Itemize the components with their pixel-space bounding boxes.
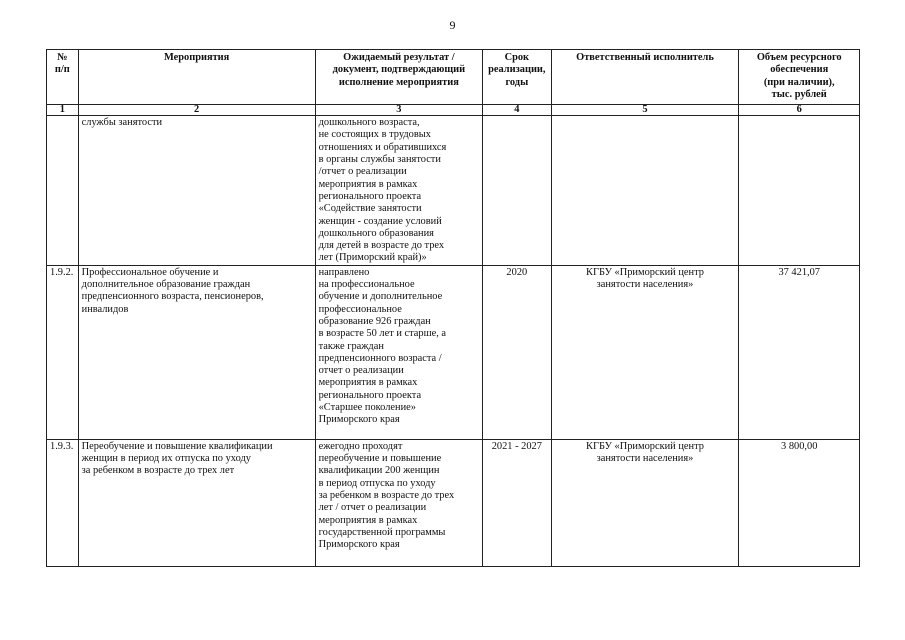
header-executor: Ответственный исполнитель <box>551 50 739 105</box>
row-number: 1.9.2. <box>47 265 79 439</box>
header-number: № п/п <box>47 50 79 105</box>
row-result: дошкольного возраста, не состоящих в трудовых отношениях и обратившихся в органы службы занятости /отчет о реализации мероприятия в рамках регионального проекта «Содействие занятости женщин - создание условий дошкольного образования для детей в возрасте до трех лет (Приморский край)» <box>315 116 483 266</box>
column-number: 5 <box>551 105 739 116</box>
table-header-row <box>47 50 860 105</box>
table-row <box>47 439 860 566</box>
page-number: 9 <box>449 18 456 32</box>
table-row <box>47 265 860 439</box>
row-event: Профессиональное обучение и дополнительное образование граждан предпенсионного возраста, пенсионеров, инвалидов <box>78 265 315 439</box>
row-period: 2021 - 2027 <box>483 439 551 566</box>
action-plan-table <box>46 49 860 567</box>
column-number: 6 <box>739 105 860 116</box>
column-number: 3 <box>315 105 483 116</box>
row-event: службы занятости <box>78 116 315 266</box>
row-period: 2020 <box>483 265 551 439</box>
row-result: направлено на профессиональное обучение и дополнительное профессиональное образование 926 граждан в возрасте 50 лет и старше, а также граждан предпенсионного возраста / отчет о реализации мероприятия в рамках регионального проекта «Старшее поколение» Приморского края <box>315 265 483 439</box>
column-number-row <box>47 105 860 116</box>
header-event: Мероприятия <box>78 50 315 105</box>
table-row <box>47 116 860 266</box>
row-period <box>483 116 551 266</box>
header-period: Срок реализации, годы <box>483 50 551 105</box>
header-funding: Объем ресурсного обеспечения (при наличии), тыс. рублей <box>739 50 860 105</box>
row-executor: КГБУ «Приморский центр занятости населения» <box>551 265 739 439</box>
row-result: ежегодно проходят переобучение и повышение квалификации 200 женщин в период отпуска по уходу за ребенком в возрасте до трех лет / отчет о реализации мероприятия в рамках государственной программы Приморского края <box>315 439 483 566</box>
column-number: 2 <box>78 105 315 116</box>
row-funding: 37 421,07 <box>739 265 860 439</box>
row-number: 1.9.3. <box>47 439 79 566</box>
row-executor: КГБУ «Приморский центр занятости населения» <box>551 439 739 566</box>
row-funding <box>739 116 860 266</box>
column-number: 4 <box>483 105 551 116</box>
header-result: Ожидаемый результат / документ, подтверждающий исполнение мероприятия <box>315 50 483 105</box>
column-number: 1 <box>47 105 79 116</box>
row-executor <box>551 116 739 266</box>
row-funding: 3 800,00 <box>739 439 860 566</box>
row-event: Переобучение и повышение квалификации женщин в период их отпуска по уходу за ребенком в возрасте до трех лет <box>78 439 315 566</box>
row-number <box>47 116 79 266</box>
